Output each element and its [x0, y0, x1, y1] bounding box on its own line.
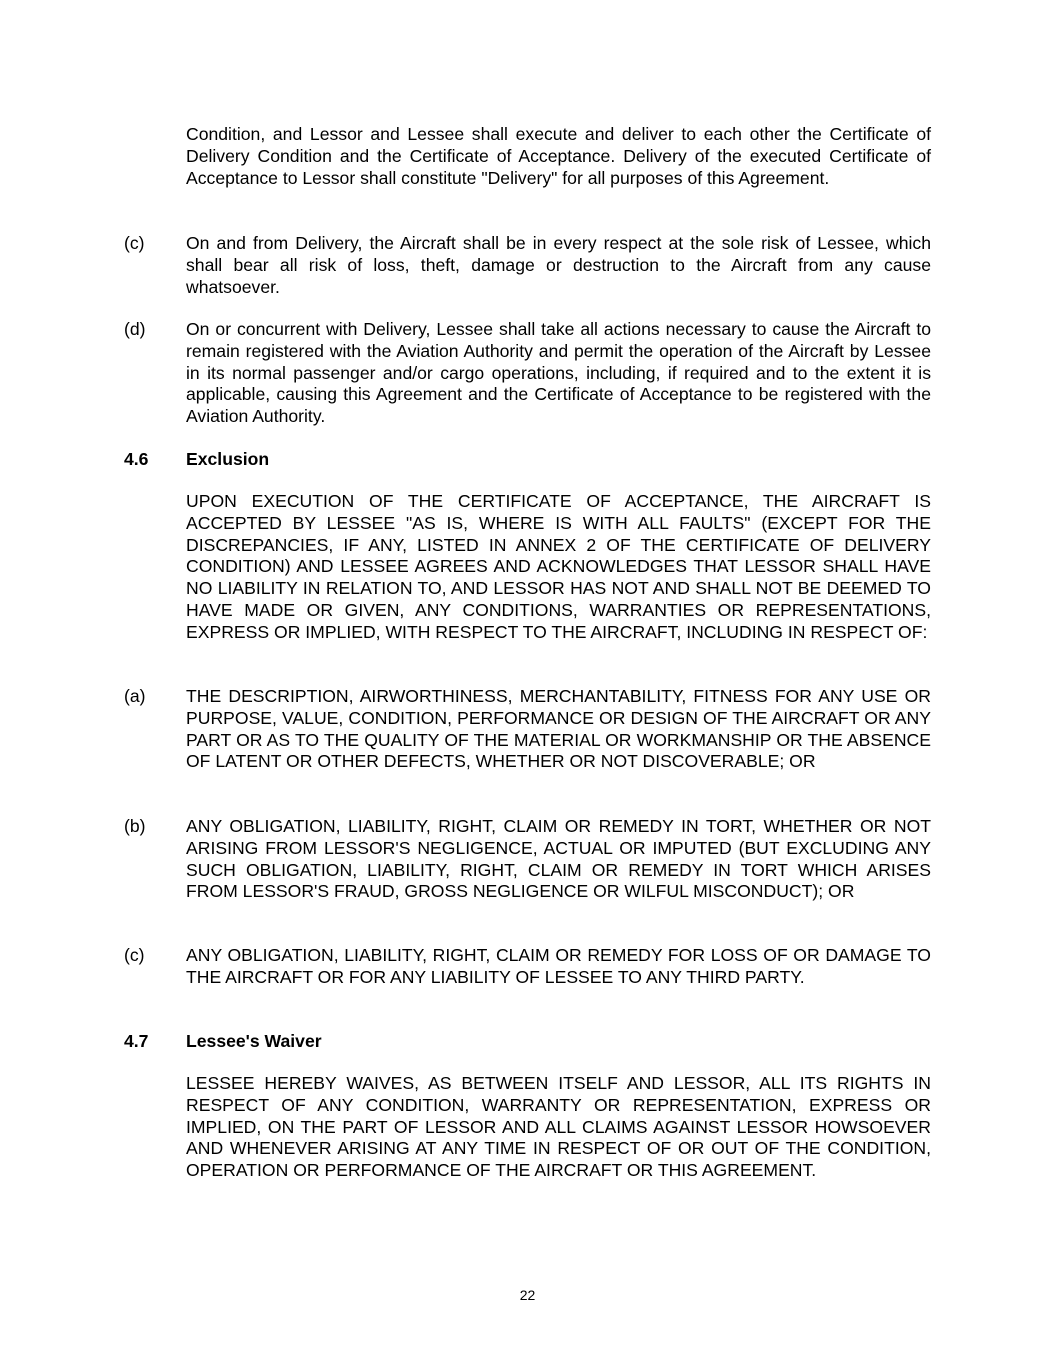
exclusion-c-text: ANY OBLIGATION, LIABILITY, RIGHT, CLAIM OR REMEDY FOR LOSS OF OR DAMAGE TO THE AIRCRAFT OR FOR ANY LIABILITY OF LESSEE TO ANY THIRD PARTY. [186, 945, 931, 987]
clause-c-marker: (c) [124, 233, 145, 253]
section-4-6-title: Exclusion [186, 449, 270, 469]
exclusion-b-text: ANY OBLIGATION, LIABILITY, RIGHT, CLAIM OR REMEDY IN TORT, WHETHER OR NOT ARISING FROM LESSOR'S NEGLIGENCE, ACTUAL OR IMPUTED (BUT EXCLUDING ANY SUCH OBLIGATION, LIABILITY, RIGHT, CLAIM OR REMEDY IN TORT WHICH ARISES FROM LESSOR'S FRAUD, GROSS NEGLIGENCE OR WILFUL MISCONDUCT); OR [186, 816, 931, 902]
section-4-6-number: 4.6 [124, 449, 149, 469]
exclusion-b-marker: (b) [124, 816, 146, 836]
exclusion-a-text: THE DESCRIPTION, AIRWORTHINESS, MERCHANTABILITY, FITNESS FOR ANY USE OR PURPOSE, VALUE, CONDITION, PERFORMANCE OR DESIGN OF THE AIRCRAFT OR ANY PART OR AS TO THE QUALITY OF THE MATERIAL OR WORKMANSHIP OR THE ABSENCE OF LATENT OR OTHER DEFECTS, WHETHER OR NOT DISCOVERABLE; OR [186, 686, 931, 772]
exclusion-c-marker: (c) [124, 945, 145, 965]
section-4-6-text: UPON EXECUTION OF THE CERTIFICATE OF ACCEPTANCE, THE AIRCRAFT IS ACCEPTED BY LESSEE "AS IS, WHERE IS WITH ALL FAULTS" (EXCEPT FOR THE DISCREPANCIES, IF ANY, LISTED IN ANNEX 2 OF THE CERTIFICATE OF DELIVERY CONDITION) AND LESSEE AGREES AND ACKNOWLEDGES THAT LESSOR SHALL HAVE NO LIABILITY IN RELATION TO, AND LESSOR HAS NOT AND SHALL NOT BE DEEMED TO HAVE MADE OR GIVEN, ANY CONDITIONS, WARRANTIES OR REPRESENTATIONS, EXPRESS OR IMPLIED, WITH RESPECT TO THE AIRCRAFT, INCLUDING IN RESPECT OF: [186, 491, 931, 642]
clause-d-text: On or concurrent with Delivery, Lessee shall take all actions necessary to cause the Aircraft to remain registered with the Aviation Authority and permit the operation of the Aircraft by Lessee in its normal passenger and/or cargo operations, including, if required and to the extent it is applicable, causing this Agreement and the Certificate of Acceptance to be registered with the Aviation Authority. [186, 319, 931, 427]
section-4-7-text: LESSEE HEREBY WAIVES, AS BETWEEN ITSELF AND LESSOR, ALL ITS RIGHTS IN RESPECT OF ANY CONDITION, WARRANTY OR REPRESENTATION, EXPRESS OR IMPLIED, ON THE PART OF LESSOR AND ALL CLAIMS AGAINST LESSOR HOWSOEVER AND WHENEVER ARISING AT ANY TIME IN RESPECT OF OR OUT OF THE CONDITION, OPERATION OR PERFORMANCE OF THE AIRCRAFT OR THIS AGREEMENT. [186, 1073, 931, 1181]
clause-d-marker: (d) [124, 319, 146, 339]
section-4-7-title: Lessee's Waiver [186, 1031, 322, 1051]
exclusion-a-marker: (a) [124, 686, 146, 706]
intro-paragraph: Condition, and Lessor and Lessee shall execute and deliver to each other the Certificate of Delivery Condition and the Certificate of Acceptance. Delivery of the executed Certificate of Acceptance to Lessor shall constitute "Delivery" for all purposes of this Agreement. [186, 124, 931, 188]
section-4-7-number: 4.7 [124, 1031, 149, 1051]
clause-c-text: On and from Delivery, the Aircraft shall be in every respect at the sole risk of Lessee, which shall bear all risk of loss, theft, damage or destruction to the Aircraft from any cause whatsoever. [186, 233, 931, 297]
page-number: 22 [519, 1287, 536, 1303]
